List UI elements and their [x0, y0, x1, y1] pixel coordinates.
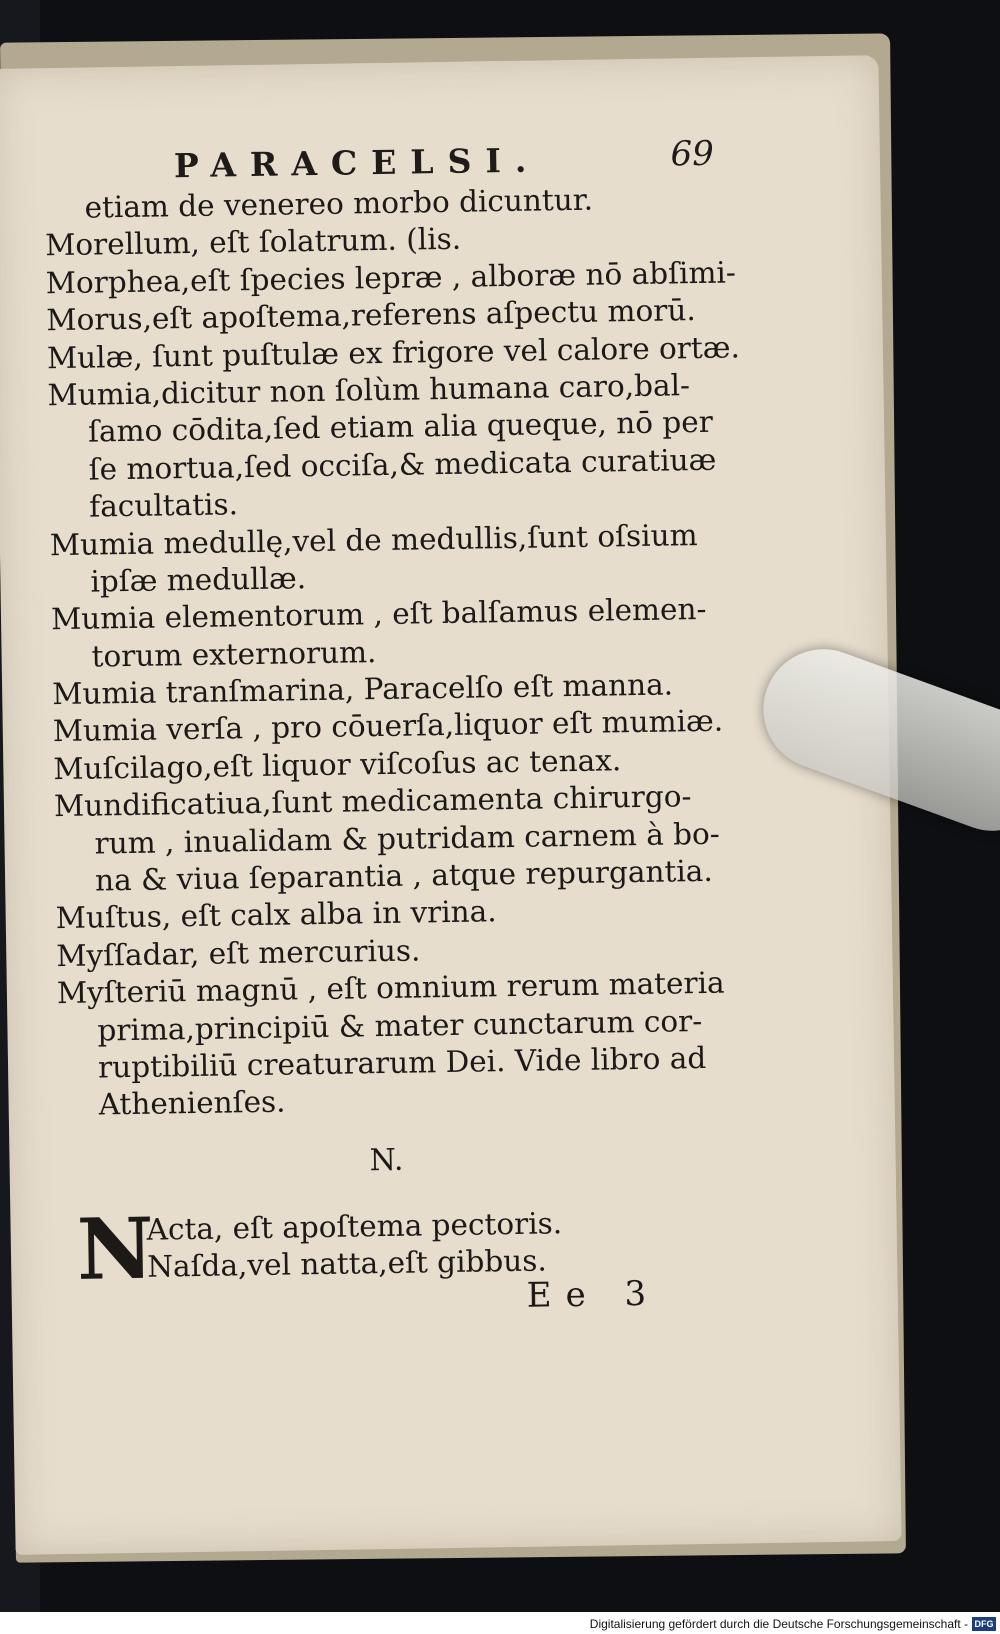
funding-credit: Digitalisierung gefördert durch die Deutsche Forschungsgemeinschaft - — [589, 1617, 968, 1631]
book-page — [0, 55, 902, 1555]
body-text — [44, 180, 741, 1125]
text-line: Morus,eſt apoſtema,referens aſpectu morū. — [46, 293, 696, 338]
text-line: Mumia,dicitur non ſolùm humana caro,bal- — [47, 368, 691, 413]
text-line: Athenienſes. — [98, 1084, 286, 1122]
text-line: Myſteriū magnū , eſt omnium rerum materia — [56, 965, 725, 1011]
text-line: Mundificatiua,ſunt medicamenta chirurgo- — [53, 779, 692, 824]
dfg-logo-icon: DFG — [972, 1617, 996, 1631]
drop-cap: N — [76, 1198, 155, 1299]
text-line: facultatis. — [89, 487, 239, 524]
section-text — [146, 1205, 563, 1286]
text-line: na & viua ſeparantia , atque repurgantia. — [94, 853, 713, 898]
running-head: PARACELSI. — [173, 140, 541, 186]
page-header — [173, 133, 715, 186]
text-line: Mulæ, ſunt puſtulæ ex frigore vel calore ortæ. — [46, 329, 741, 375]
text-line: Morellum, eſt ſolatrum. (lis. — [44, 222, 462, 263]
text-line: etiam de venereo morbo dicuntur. — [84, 182, 594, 225]
text-line: torum externorum. — [91, 634, 377, 674]
text-line: Acta, eſt apoſtema pectoris. — [146, 1206, 563, 1247]
footer-bar — [0, 1612, 1000, 1634]
text-line: Muſcilago,eſt liquor viſcoſus ac tenax. — [53, 743, 622, 787]
text-line: Naſda,vel natta,eſt gibbus. — [146, 1243, 548, 1285]
text-line: Mumia elementorum , eſt balſamus elemen- — [50, 592, 707, 637]
text-line: Mumia verſa , pro cōuerſa,liquor eſt mumiæ. — [52, 704, 724, 749]
text-line: Mumia medullę,vel de medullis,ſunt oſsium — [49, 517, 698, 562]
signature-mark: Ee 3 — [526, 1273, 661, 1316]
text-line: ſe mortua,ſed occiſa,& medicata curatiuæ — [88, 442, 717, 487]
text-line: prima,principiū & mater cunctarum cor- — [97, 1003, 703, 1048]
text-line: Mumia tranſmarina, Paracelſo eſt manna. — [51, 667, 674, 712]
text-line: ruptibiliū creaturarum Dei. Vide libro ad — [97, 1040, 707, 1085]
text-line: ipſæ medullæ. — [90, 561, 307, 599]
text-line: ſamo cōdita,ſed etiam alia queque, nō per — [87, 405, 714, 449]
text-line: rum , inualidam & putridam carnem à bo- — [94, 816, 720, 861]
text-line: Muſtus, eſt calx alba in vrina. — [55, 894, 497, 936]
page-number: 69 — [670, 133, 715, 175]
text-line: Morphea,eſt ſpecies lepræ , alboræ nō abſimi- — [45, 255, 737, 301]
section-heading: N. — [369, 1142, 404, 1179]
text-line: Myſſadar, eſt mercurius. — [56, 933, 421, 973]
